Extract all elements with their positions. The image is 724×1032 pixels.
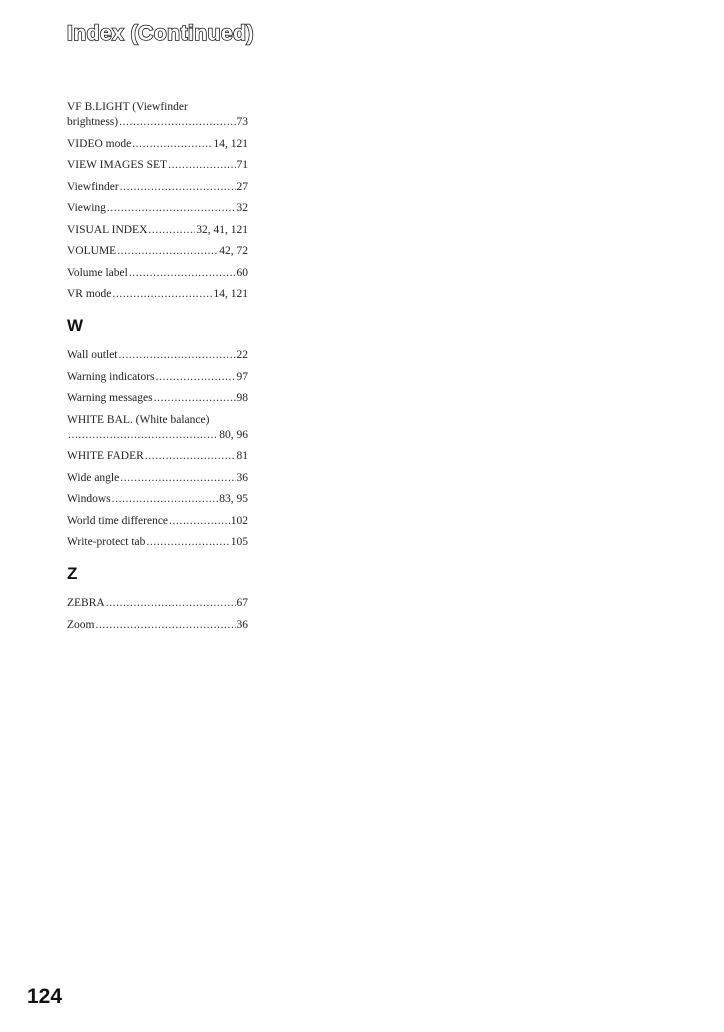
- entry-term: Zoom: [67, 618, 95, 631]
- index-entry: [67, 618, 248, 633]
- entry-line: [67, 115, 248, 130]
- entry-line: [67, 596, 248, 611]
- entry-term: VISUAL INDEX: [67, 223, 148, 236]
- entry-page-refs: 36: [236, 471, 248, 484]
- index-entry: [67, 492, 248, 507]
- entry-term: World time difference: [67, 514, 169, 527]
- entry-line: [67, 223, 248, 238]
- entry-page-refs: 14, 121: [213, 137, 248, 150]
- entry-term: ZEBRA: [67, 597, 105, 609]
- entry-first-line: WHITE BAL. (White balance): [67, 413, 210, 426]
- index-entry: [67, 287, 248, 302]
- entry-term: Wall outlet: [67, 349, 118, 361]
- entry-page-refs: 32: [236, 202, 248, 214]
- entry-page-refs: 71: [236, 159, 248, 171]
- entry-term: Warning messages: [67, 392, 153, 404]
- dot-leader: [119, 115, 235, 130]
- index-entry: [67, 244, 248, 259]
- index-entry: [67, 370, 248, 385]
- entry-line: [67, 266, 248, 281]
- index-entry: [67, 449, 248, 464]
- entry-line: [67, 618, 248, 633]
- dot-leader: [107, 201, 236, 216]
- entry-term: Volume label: [67, 266, 128, 279]
- dot-leader: [112, 492, 219, 507]
- index-entry: [67, 391, 248, 406]
- index-entry: [67, 137, 248, 152]
- entry-term: Wide angle: [67, 471, 120, 484]
- entry-page-refs: 105: [230, 536, 248, 548]
- entry-page-refs: 80, 96: [219, 428, 248, 441]
- entry-page-refs: 98: [236, 392, 248, 404]
- entry-line: [67, 137, 248, 152]
- entry-term: Windows: [67, 493, 111, 505]
- entry-page-refs: 27: [236, 180, 248, 193]
- entry-term: VR mode: [67, 288, 112, 300]
- entry-page-refs: 97: [236, 370, 248, 383]
- entry-first-line: VF B.LIGHT (Viewfinder: [67, 101, 188, 113]
- page-number: 124: [27, 985, 63, 1008]
- entry-page-refs: 81: [236, 450, 248, 462]
- index-entry: [67, 100, 248, 130]
- index-entry: [67, 413, 248, 443]
- dot-leader: [145, 449, 236, 464]
- dot-leader: [129, 266, 236, 281]
- entry-page-refs: 83, 95: [219, 493, 248, 505]
- index-entry: [67, 223, 248, 238]
- entry-line: [67, 370, 248, 385]
- dot-leader: [95, 618, 235, 633]
- entry-line: [67, 158, 248, 173]
- index-entry: [67, 158, 248, 173]
- entry-page-refs: 22: [236, 349, 248, 361]
- entry-term: WHITE FADER: [67, 450, 144, 462]
- dot-leader: [168, 158, 235, 173]
- dot-leader: [117, 244, 218, 259]
- entry-page-refs: 42, 72: [219, 245, 248, 257]
- dot-leader: [106, 596, 236, 611]
- dot-leader: [169, 514, 230, 529]
- entry-page-refs: 36: [236, 618, 248, 631]
- index-entry: [67, 514, 248, 529]
- section-letter-w: W: [67, 316, 84, 335]
- entry-line: [67, 449, 248, 464]
- index-column: [67, 100, 248, 639]
- entry-page-refs: 67: [236, 597, 248, 609]
- dot-leader: [120, 471, 235, 486]
- entry-term: Write-protect tab: [67, 536, 146, 548]
- entry-line: [67, 348, 248, 363]
- entry-term: VOLUME: [67, 245, 117, 257]
- page-title: Index (Continued): [67, 22, 254, 45]
- dot-leader: [120, 180, 236, 195]
- dot-leader: [156, 370, 236, 385]
- index-entry: [67, 471, 248, 486]
- dot-leader: [68, 428, 218, 443]
- entry-line: [67, 492, 248, 507]
- entry-page-refs: 14, 121: [213, 288, 248, 300]
- dot-leader: [112, 287, 212, 302]
- dot-leader: [119, 348, 236, 363]
- entry-term: VIDEO mode: [67, 137, 132, 150]
- entry-line: [67, 287, 248, 302]
- entry-term: Viewing: [67, 202, 106, 214]
- dot-leader: [154, 391, 236, 406]
- index-entry: [67, 596, 248, 611]
- index-entry: [67, 266, 248, 281]
- entry-term: brightness): [67, 116, 119, 128]
- entry-line: [67, 391, 248, 406]
- entry-line: [67, 471, 248, 486]
- entry-term: Warning indicators: [67, 370, 155, 383]
- entry-page-refs: 102: [230, 514, 248, 527]
- entry-term: VIEW IMAGES SET: [67, 159, 168, 171]
- dot-leader: [146, 535, 229, 550]
- entry-line: [67, 535, 248, 550]
- entry-line: [67, 514, 248, 529]
- entry-term: Viewfinder: [67, 180, 119, 193]
- entry-line: [67, 180, 248, 195]
- entry-line: [67, 201, 248, 216]
- entry-page-refs: 60: [236, 266, 248, 279]
- entry-page-refs: 32, 41, 121: [196, 223, 248, 236]
- index-entry: [67, 535, 248, 550]
- dot-leader: [148, 223, 195, 238]
- index-entry: [67, 180, 248, 195]
- entry-line: [67, 244, 248, 259]
- section-letter-z: Z: [67, 564, 78, 583]
- dot-leader: [132, 137, 212, 152]
- entry-line: [67, 428, 248, 443]
- index-entry: [67, 348, 248, 363]
- entry-page-refs: 73: [236, 116, 248, 128]
- index-entry: [67, 201, 248, 216]
